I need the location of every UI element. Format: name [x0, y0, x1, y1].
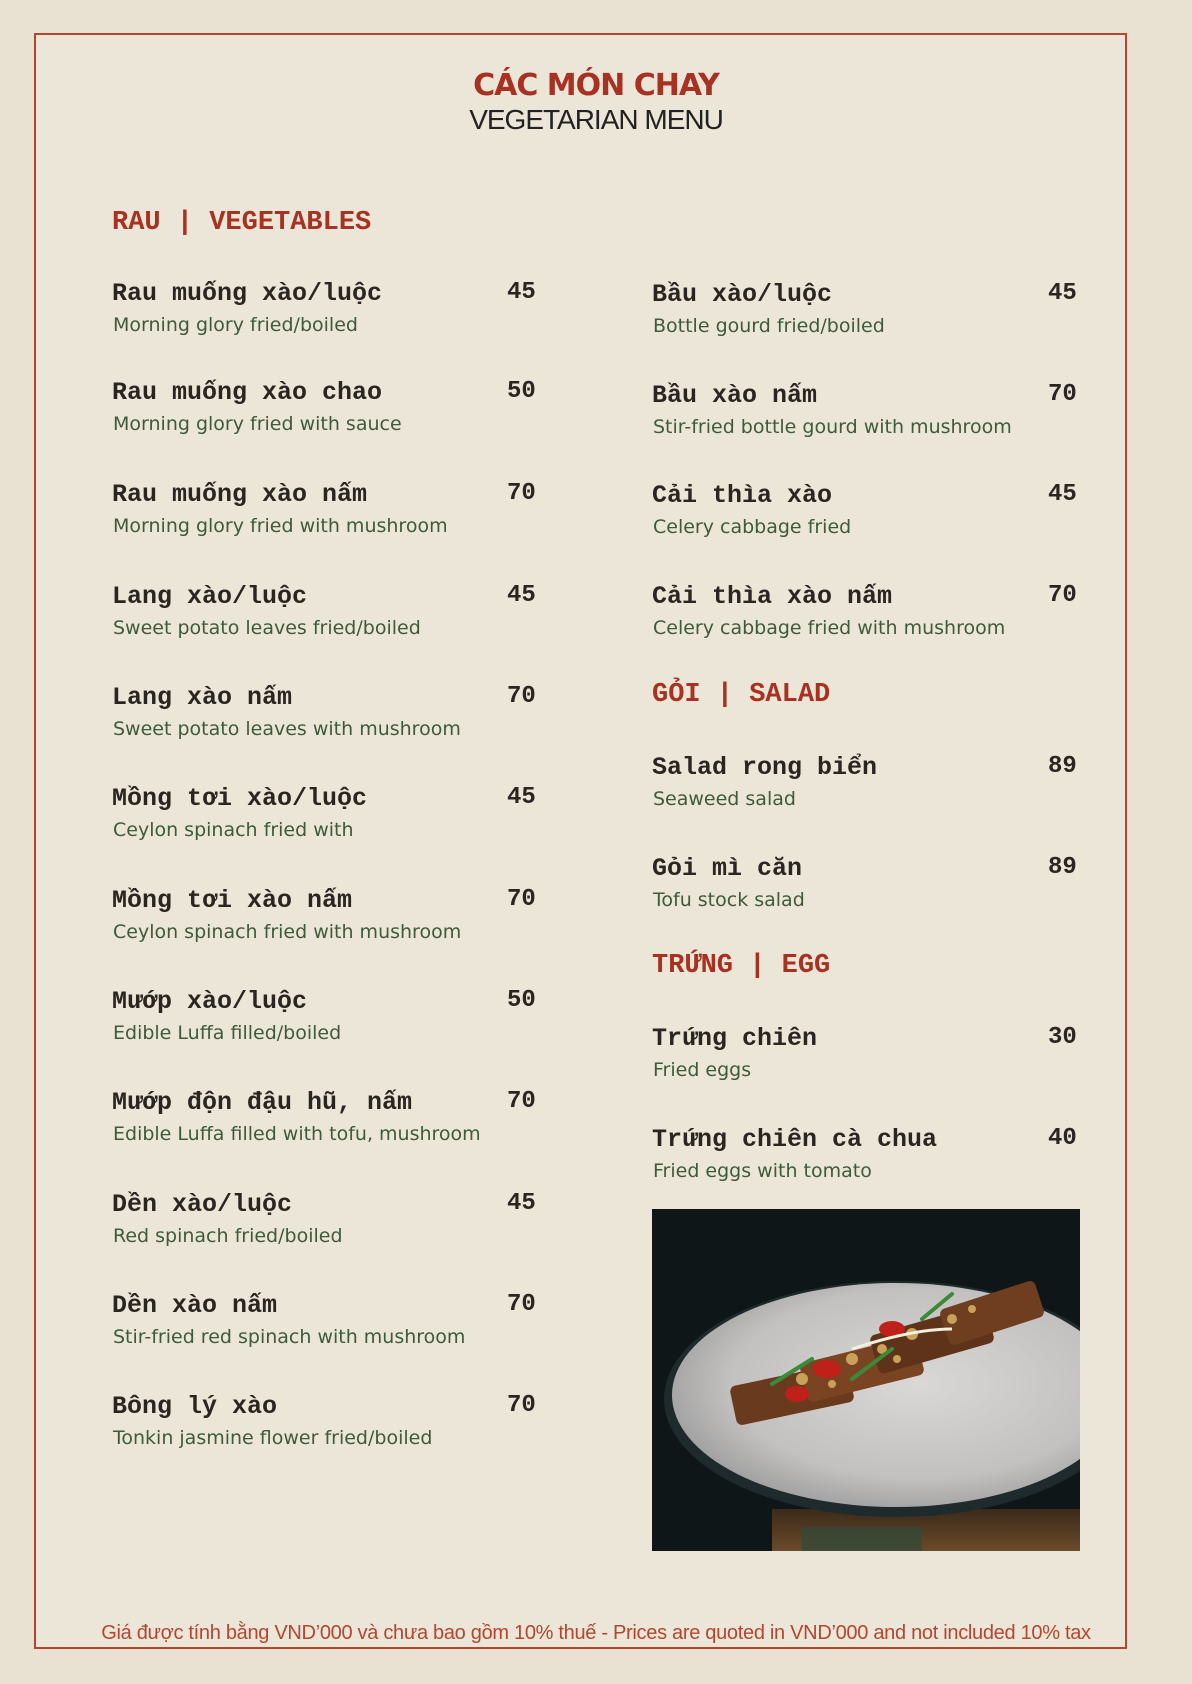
- item-name: Mồng tơi xào nấm: [112, 886, 353, 915]
- item-price: 45: [1048, 280, 1077, 307]
- item-name: Bông lý xào: [112, 1392, 278, 1421]
- item-name: Mồng tơi xào/luộc: [112, 784, 368, 813]
- item-name: Rau muống xào nấm: [112, 480, 368, 509]
- item-description: Sweet potato leaves with mushroom: [113, 718, 461, 740]
- item-description: Seaweed salad: [653, 788, 796, 810]
- item-description: Sweet potato leaves fried/boiled: [113, 617, 421, 639]
- item-price: 50: [507, 378, 536, 405]
- item-description: Tonkin jasmine flower fried/boiled: [113, 1427, 433, 1449]
- item-price: 70: [507, 683, 536, 710]
- item-name: Rau muống xào chao: [112, 378, 383, 407]
- item-price: 45: [507, 279, 536, 306]
- item-name: Dền xào nấm: [112, 1291, 278, 1320]
- item-name: Trứng chiên: [652, 1024, 818, 1053]
- item-description: Tofu stock salad: [653, 889, 805, 911]
- item-name: Gỏi mì căn: [652, 854, 803, 883]
- item-price: 70: [507, 1291, 536, 1318]
- item-price: 70: [507, 1392, 536, 1419]
- item-name: Rau muống xào/luộc: [112, 279, 383, 308]
- item-description: Fried eggs: [653, 1059, 752, 1081]
- item-description: Edible Luffa filled/boiled: [113, 1022, 342, 1044]
- section-heading-vegetables: RAU | VEGETABLES: [112, 208, 372, 238]
- item-description: Fried eggs with tomato: [653, 1160, 872, 1182]
- item-description: Morning glory fried/boiled: [113, 314, 358, 336]
- item-name: Lang xào/luộc: [112, 582, 308, 611]
- item-description: Bottle gourd fried/boiled: [653, 315, 885, 337]
- plated-dish-icon: [652, 1209, 1080, 1551]
- item-name: Cải thìa xào nấm: [652, 582, 893, 611]
- item-description: Stir-fried bottle gourd with mushroom: [653, 416, 1012, 438]
- price-note-footer: Giá được tính bằng VND’000 và chưa bao gồm 10% thuế - Prices are quoted in VND’000 and not included 10% tax: [101, 1622, 1091, 1644]
- item-description: Edible Luffa filled with tofu, mushroom: [113, 1123, 481, 1145]
- item-price: 45: [507, 784, 536, 811]
- item-name: Mướp xào/luộc: [112, 987, 308, 1016]
- item-description: Celery cabbage fried: [653, 516, 852, 538]
- item-description: Celery cabbage fried with mushroom: [653, 617, 1006, 639]
- item-price: 70: [1048, 582, 1077, 609]
- item-price: 45: [507, 1190, 536, 1217]
- section-heading-salad: GỎI | SALAD: [652, 680, 831, 710]
- item-name: Salad rong biển: [652, 753, 878, 782]
- item-price: 30: [1048, 1024, 1077, 1051]
- section-heading-egg: TRỨNG | EGG: [652, 951, 831, 981]
- item-name: Bầu xào nấm: [652, 381, 818, 410]
- menu-subtitle: VEGETARIAN MENU: [469, 104, 723, 135]
- item-price: 45: [1048, 481, 1077, 508]
- item-price: 70: [507, 886, 536, 913]
- item-description: Ceylon spinach fried with mushroom: [113, 921, 462, 943]
- item-price: 89: [1048, 753, 1077, 780]
- item-description: Morning glory fried with mushroom: [113, 515, 448, 537]
- item-description: Morning glory fried with sauce: [113, 413, 402, 435]
- item-price: 40: [1048, 1125, 1077, 1152]
- item-description: Ceylon spinach fried with: [113, 819, 354, 841]
- item-price: 70: [507, 1088, 536, 1115]
- plated-dish-photo: [652, 1209, 1080, 1551]
- item-name: Dền xào/luộc: [112, 1190, 293, 1219]
- item-name: Cải thìa xào: [652, 481, 833, 510]
- item-price: 70: [1048, 381, 1077, 408]
- item-price: 89: [1048, 854, 1077, 881]
- item-price: 50: [507, 987, 536, 1014]
- item-description: Stir-fried red spinach with mushroom: [113, 1326, 466, 1348]
- item-name: Mướp độn đậu hũ, nấm: [112, 1088, 413, 1117]
- item-name: Trứng chiên cà chua: [652, 1125, 938, 1154]
- item-description: Red spinach fried/boiled: [113, 1225, 343, 1247]
- item-price: 70: [507, 480, 536, 507]
- item-price: 45: [507, 582, 536, 609]
- item-name: Lang xào nấm: [112, 683, 293, 712]
- item-name: Bầu xào/luộc: [652, 280, 833, 309]
- menu-title: CÁC MÓN CHAY: [473, 68, 719, 103]
